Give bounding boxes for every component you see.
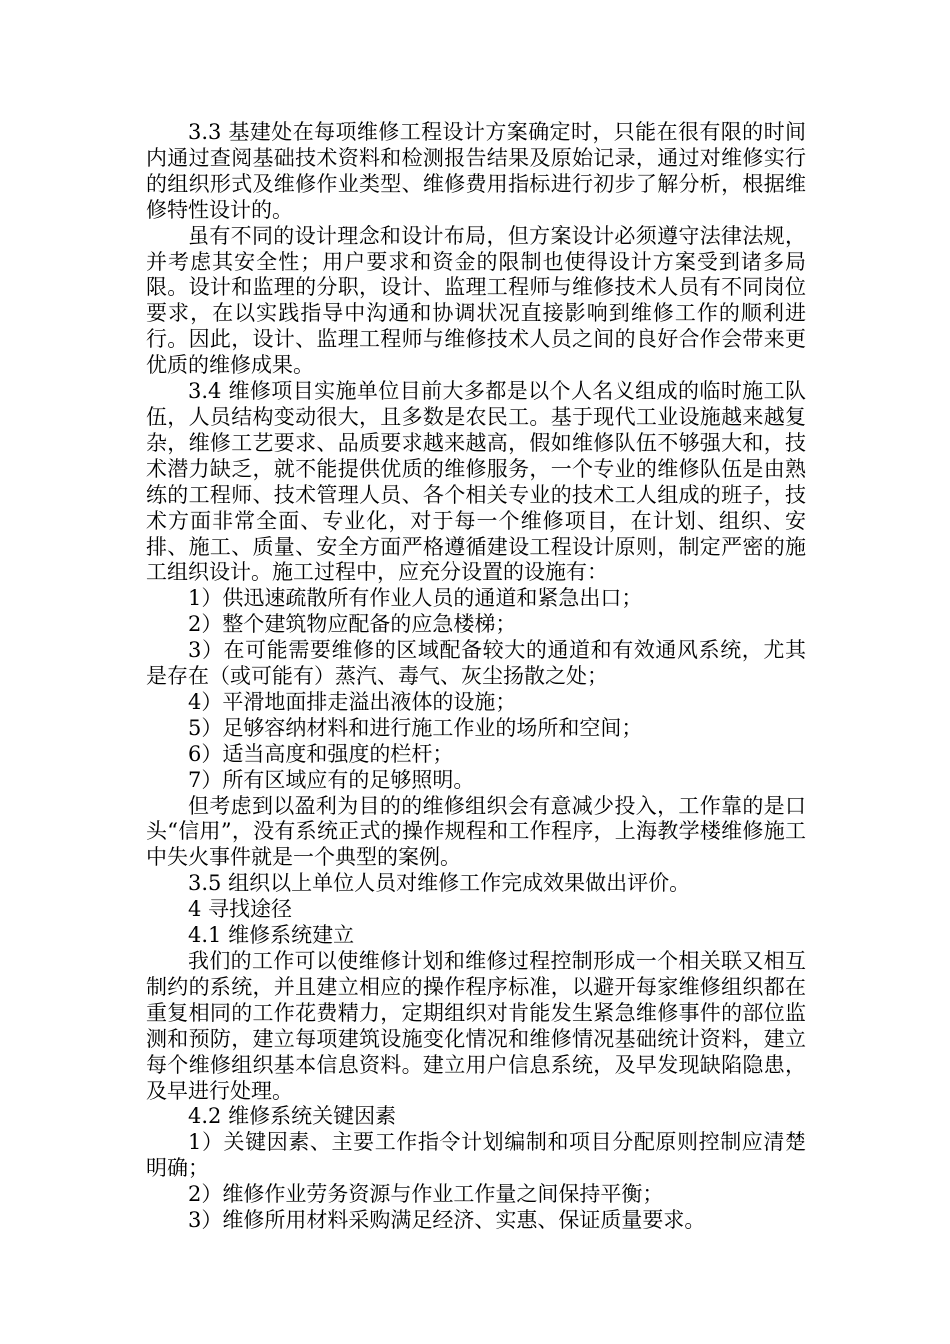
list-item-3: 3）在可能需要维修的区域配备较大的通道和有效通风系统，尤其是存在（或可能有）蒸汽、毒气、灰尘扬散之处；	[146, 638, 806, 689]
document-body	[146, 120, 806, 1234]
list-item-4: 4）平滑地面排走溢出液体的设施；	[188, 689, 517, 714]
key-factor-item-3: 3）维修所用材料采购满足经济、实惠、保证质量要求。	[188, 1208, 706, 1233]
list-item-7: 7）所有区域应有的足够照明。	[188, 767, 475, 792]
paragraph-design-constraints: 虽有不同的设计理念和设计布局，但方案设计必须遵守法律法规，并考虑其安全性；用户要求和资金的限制也使得设计方案受到诸多局限。设计和监理的分职，设计、监理工程师与维修技术人员有不同岗位要求，在以实践指导中沟通和协调状况直接影响到维修工作的顺利进行。因此，设计、监理工程师与维修技术人员之间的良好合作会带来更优质的维修成果。	[146, 223, 806, 378]
paragraph-case-example: 但考虑到以盈利为目的的维修组织会有意减少投入，工作靠的是口头“信用”，没有系统正式的操作规程和工作程序，上海教学楼维修施工中失火事件就是一个典型的案例。	[146, 793, 806, 870]
paragraph-3-3: 3.3 基建处在每项维修工程设计方案确定时，只能在很有限的时间内通过查阅基础技术资料和检测报告结果及原始记录，通过对维修实行的组织形式及维修作业类型、维修费用指标进行初步了解分析，根据维修特性设计的。	[146, 120, 806, 222]
section-heading-4: 4 寻找途径	[188, 897, 293, 922]
subsection-heading-4-1: 4.1 维修系统建立	[188, 923, 355, 948]
key-factor-item-2: 2）维修作业劳务资源与作业工作量之间保持平衡；	[188, 1182, 664, 1207]
list-item-5: 5）足够容纳材料和进行施工作业的场所和空间；	[188, 715, 643, 740]
list-item-6: 6）适当高度和强度的栏杆；	[188, 741, 454, 766]
list-item-2: 2）整个建筑物应配备的应急楼梯；	[188, 612, 517, 637]
list-item-1: 1）供迅速疏散所有作业人员的通道和紧急出口；	[188, 586, 643, 611]
paragraph-3-4: 3.4 维修项目实施单位目前大多都是以个人名义组成的临时施工队伍，人员结构变动很大，且多数是农民工。基于现代工业设施越来越复杂，维修工艺要求、品质要求越来越高，假如维修队伍不够强大和，技术潜力缺乏，就不能提供优质的维修服务，一个专业的维修队伍是由熟练的工程师、技术管理人员、各个相关专业的技术工人组成的班子，技术方面非常全面、专业化，对于每一个维修项目，在计划、组织、安排、施工、质量、安全方面严格遵循建设工程设计原则，制定严密的施工组织设计。施工过程中，应充分设置的设施有：	[146, 379, 806, 585]
paragraph-3-5: 3.5 组织以上单位人员对维修工作完成效果做出评价。	[188, 871, 691, 896]
paragraph-system-setup: 我们的工作可以使维修计划和维修过程控制形成一个相关联又相互制约的系统，并且建立相应的操作程序标准，以避开每家维修组织都在重复相同的工作花费精力，定期组织对肯能发生紧急维修事件的部位监测和预防，建立每项建筑设施变化情况和维修情况基础统计资料，建立每个维修组织基本信息资料。建立用户信息系统，及早发现缺陷隐患，及早进行处理。	[146, 949, 806, 1103]
subsection-heading-4-2: 4.2 维修系统关键因素	[188, 1104, 397, 1129]
key-factor-item-1: 1）关键因素、主要工作指令计划编制和项目分配原则控制应清楚明确；	[146, 1130, 806, 1181]
